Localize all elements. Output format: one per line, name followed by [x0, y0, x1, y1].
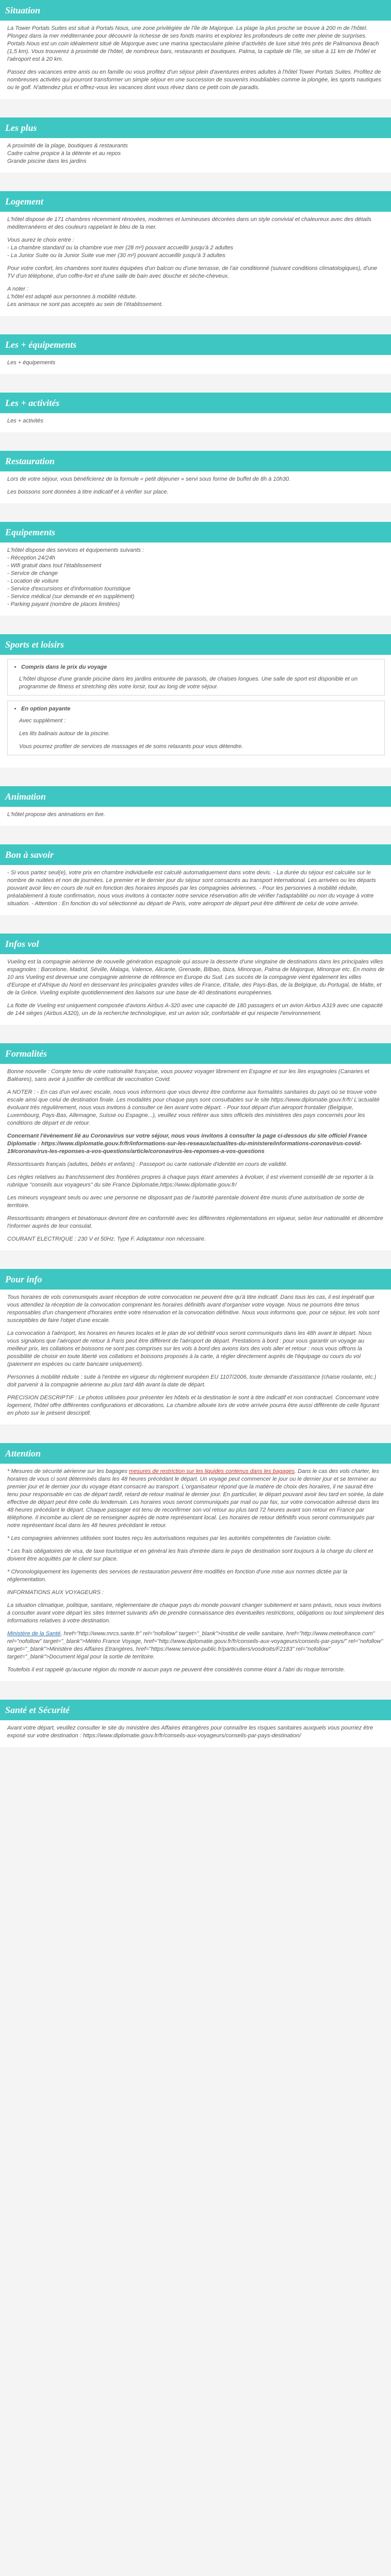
text-line: - Wifi gratuit dans tout l'établissement — [7, 563, 102, 569]
section-title-bon-savoir: Bon à savoir — [0, 844, 391, 865]
section-title-pour-info: Pour info — [0, 1269, 391, 1290]
text-line: - Réception 24/24h — [7, 555, 55, 561]
section-title-formalites: Formalités — [0, 1043, 391, 1064]
text-line: - Parking payant (nombre de places limitées) — [7, 601, 120, 607]
paragraph: Ressortissants français (adultes, bébés et enfants) : Passeport ou carte nationale d'identité en cours de validité. — [7, 1161, 288, 1167]
paragraph: * Les frais obligatoires de visa, de taxe touristique et en général les frais d'entrée dans le pays de destination sont toujours à la charge du client et doivent être acquittés par le client sur place. — [7, 1548, 373, 1562]
section-title-restauration: Restauration — [0, 451, 391, 471]
paragraph: Tous horaires de vols communiqués avant réception de votre convocation ne peuvent être qu'à titre indicatif. Dans tous les cas, il est impératif que vous attendiez la réception de la convocation comprenant les horaires définitifs avant d'organiser votre voyage. Nous ne pourrons être tenus responsables d'un changement d'horaires entre votre réservation et la convocation définitive. Nous vous informons que, pour ce séjour, les vols sont susceptibles de faire l'objet d'une escale. — [7, 1294, 380, 1324]
section-title-sante: Santé et Sécurité — [0, 1700, 391, 1720]
paragraph: Avant votre départ, veuillez consulter le site du ministère des Affaires étrangères pour connaître les risques sanitaires auxquels vous pourriez être exposé sur votre destination : https://www.diplomatie.gouv.fr/fr/conseils-aux-voyageurs/conseils-par-pays-destination/ — [7, 1725, 373, 1739]
section-title-activ-plus: Les + activités — [0, 393, 391, 413]
section-title-equip-plus: Les + équipements — [0, 334, 391, 355]
section-spacer — [0, 1250, 391, 1269]
paragraph: La situation climatique, politique, sanitaire, réglementaire de chaque pays du monde pouvant changer subitement et sans préavis, nous vous invitons à consulter avant votre départ les sites Internet suivants afin de prendre connaissance des éventuelles restrictions, obligations ou tout simplement des informations relatives à votre destination. — [7, 1602, 384, 1624]
section-body-formalites — [0, 1064, 391, 1250]
section-title-situation: Situation — [0, 0, 391, 21]
paragraph — [7, 1630, 385, 1661]
section-body-sante — [0, 1720, 391, 1747]
section-title-vol: Infos vol — [0, 934, 391, 954]
section-spacer — [0, 616, 391, 634]
section-title-sports: Sports et loisirs — [0, 634, 391, 655]
paragraph: Pour votre confort, les chambres sont toutes équipées d'un balcon ou d'une terrasse, de l'air conditionné (suivant conditions climatologiques), d'une TV d'un téléphone, d'un coffre-fort et d'une salle de bain avec douche et sèche-cheveux. — [7, 265, 378, 279]
text-line: - Service de change — [7, 570, 58, 577]
included-label: • Compris dans le prix du voyage — [21, 664, 379, 671]
text-span: . Dans le cas des vols charter, les horaires de vous ci sont déterminés dans les 48 heures précédant le départ. Un voyage peut commencer le jour ou le dernier jour et se terminer au premier jour et le dernier jour du voyage étant consacré au transport. L'organisateur répond que la matière de choix des horaires, il ne saurait être tenu pour responsable en cas de départ tardif, retard de retour matinal le dernier jour. En particulier, le départ pouvant avoir lieu tard en soirée, la date effective de départ peut être celle du lendemain. Les horaires vous seront communiqués par mail ou par fax, sur votre convocation adressé dans les 48 heures précédant le départ. Chaque passager est tenu de reconfirmer son vol retour au plus tard 72 heures avant son retour en France par téléphone. Il incombe au client de se renseigner auprès de notre représentant local. Les horaires de retour définitifs vous seront communiqués par notre représentant local dans les 48 heures précédant le retour. — [7, 1468, 384, 1529]
text-line: - Service médical (sur demande et en supplément) — [7, 594, 135, 600]
text-line: A proximité de la plage, boutiques & restaurants — [7, 143, 128, 149]
section-spacer — [0, 768, 391, 786]
paragraph: Bonne nouvelle : Compte tenu de votre nationalité française, vous pouvez voyager librement en Espagne et sur les îles espagnoles (Canaries et Baléares), sans avoir à justifier de certificat de vaccination Covid. — [7, 1069, 369, 1082]
section-title-attention: Attention — [0, 1443, 391, 1464]
section-body-pour-info — [0, 1290, 391, 1425]
section-spacer — [0, 915, 391, 934]
text-line: L'hôtel est adapté aux personnes à mobilité réduite. — [7, 294, 137, 300]
text-line: - Location de voiture — [7, 578, 59, 584]
section-spacer — [0, 503, 391, 522]
liquids-restriction-link[interactable]: mesures de restriction sur les liquides contenus dans les bagages — [129, 1468, 295, 1475]
section-title-plus: Les plus — [0, 117, 391, 138]
section-body-activ-plus — [0, 413, 391, 432]
option-label: • En option payante — [21, 705, 379, 713]
section-body-situation — [0, 21, 391, 99]
paragraph: A NOTER : - En cas d'un vol avec escale, nous vous informons que vous devrez être conforme aux formalités sanitaires du pays où se trouve votre escale ainsi que celui de destination finale. Les modalités pour chaque pays sont consultables sur le site https://www.diplomatie.gouv.fr/fr/ L'actualité évoluant très régulièrement, nous vous invitons à consulter ce lien avant votre départ. - Pour tout départ d'un aéroport frontalier (Belgique, Luxembourg, Pays-Bas, Allemagne, Suisse ou Espagne...), veuillez vous référer aux sites officiels des ministères des pays concernés pour les conditions de départ et de retour. — [7, 1089, 380, 1126]
included-text: L'hôtel dispose d'une grande piscine dans les jardins entourée de parasols, de chaises longues. Une salle de sport est disponible et un programme de fitness et stretching dès votre lorsir, tout au long de votre séjour. — [19, 676, 358, 690]
text-span: * Mesures de sécurité aérienne sur les bagages — [7, 1468, 129, 1475]
paragraph-group — [7, 236, 385, 260]
paragraph: INFORMATIONS AUX VOYAGEURS : — [7, 1589, 104, 1596]
section-spacer — [0, 826, 391, 844]
paragraph: Concernant l'évènement lié au Coronavirus sur votre séjour, nous vous invitons à consulter la page ci-dessous du site officiel France Diplomatie : https://www.diplomatie.gouv.fr/fr/informations-sur-les-reseaux/actualites-du-ministere/informations-coronavirus-covid-19/coronavirus-les-reponses-a-vos-questions/article/coronavirus-les-reponses-a-vos-questions — [7, 1133, 367, 1155]
section-spacer — [0, 316, 391, 334]
paragraph: Les boissons sont données à titre indicatif et à vérifier sur place. — [7, 489, 169, 495]
paragraph: Personnes à mobilité réduite : suite à l'entrée en vigueur du règlement européen EU 1107/2006, toute demande d'assistance (chaise roulante, etc.) doit parvenir à la compagnie aérienne au plus tard 48h avant la date de départ. — [7, 1374, 377, 1388]
text-line: A noter : — [7, 286, 29, 292]
section-body-equip-plus — [0, 355, 391, 374]
paragraph: L'hôtel propose des animations en live. — [7, 811, 105, 818]
paragraph: Passez des vacances entre amis ou en famille ou vous profitez d'un séjour plein d'aventures entres adultes à l'hôtel Tower Portals Suites. Profitez de nombreuses activités qui pourront transformer un simple séjour en une succession de souvenirs inoubliables comme la plongée, les sports nautiques ou le golf. N'attendez plus et offrez-vous les vacances dont vous rêvez dans ce petit coin de paradis. — [7, 69, 382, 91]
included-box — [7, 659, 385, 696]
section-title-equipements: Equipements — [0, 522, 391, 543]
section-spacer — [0, 173, 391, 191]
section-body-bon-savoir — [0, 865, 391, 915]
section-spacer — [0, 432, 391, 451]
section-title-logement: Logement — [0, 191, 391, 212]
text-line: Grande piscine dans les jardins — [7, 158, 87, 164]
paragraph: * Les compagnies aériennes utilisées sont toutes reçu les autorisations requises par les autorités compétentes de l'aviation civile. — [7, 1535, 332, 1541]
paragraph: PRECISION DESCRIPTIF : Le photos utilisées pour présenter les hôtels et la destination le sont à titre indicatif et non contractuel. Concernant votre logement, l'hôtel offre différentes configurations et décorations. La chambre allouée lors de votre arrivée pourra être aussi différente de celle figurant en photo sur le présent descriptif. — [7, 1395, 380, 1416]
text-line: - Service d'excursions et d'information touristique — [7, 586, 131, 592]
paragraph: Lors de votre séjour, vous bénéficierez de la formule « petit déjeuner » servi sous forme de buffet de 8h à 10h30. — [7, 476, 291, 482]
text-line: Cadre calme propice à la détente et au repos — [7, 150, 121, 157]
paragraph: Ressortissants étrangers et binationaux devront être en conformité avec les différentes réglementations en vigueur, selon leur nationalité et décembre l'informer auprès de leur consulat. — [7, 1215, 383, 1229]
paragraph: Les mineurs voyageant seuls ou avec une personne ne disposant pas de l'autorité parentale doivent être munis d'une autorisation de sortie de territoire. — [7, 1195, 365, 1209]
paragraph: La convocation à l'aéroport, les horaires en heures locales et le plan de vol définitif vous seront communiqués dans les 48h avant le départ. Nous vous signalons que l'aéroport de retour à Paris peut être différent de l'aéroport de départ. Prestations à bord : pour vous garantir un voyage au meilleur prix, les collations et boissons ne sont pas comprises sur les vols à bord des avions lors des vols aller et retour : nous vous offrons la possibilité de choisir en toute liberté vos collations et boissons proposés à la carte, à régler directement auprès de l'équipage ou cours du vol (paiement en espèces ou carte bancaire uniquement). — [7, 1330, 372, 1367]
paragraph: Les règles relatives au franchissement des frontières propres à chaque pays étant amenées à évoluer, il est vivement conseillé de se reporter à la rubrique "conseils aux voyageurs" du site France Diplomatie,https://www.diplomatie.gouv.fr/ — [7, 1174, 373, 1188]
section-body-animation — [0, 807, 391, 826]
section-spacer — [0, 374, 391, 393]
text-line: - La chambre standard ou la chambre vue mer (28 m²) pouvant accueillir jusqu'à 2 adultes — [7, 245, 234, 251]
section-title-animation: Animation — [0, 786, 391, 807]
text-span: , href="http://www.mrcs.sante.fr" rel="nofollow" target="_blank">Institut de veille sanitaire, href="http://www.meteofrance.com" rel="nofollow" target="_blank">Météo France Voyage, href="http://www.diplomatie.gouv.fr/fr/conseils-aux-voyageurs/conseils-par-pays/" rel="nofollow" target="_blank">Ministère des Affaires Etrangères, href="https://www.service-public.fr/particuliers/vosdroits/F2183" rel="nofollow" target="_blank">Document légal pour la sortie de territoire. — [7, 1631, 383, 1660]
section-body-logement — [0, 212, 391, 316]
paragraph — [7, 1468, 385, 1530]
paragraph: Toutefois il est rappelé qu'aucune région du monde ni aucun pays ne peuvent être considérés comme étant à l'abri du risque terroriste. — [7, 1667, 346, 1673]
section-spacer — [0, 1025, 391, 1043]
paragraph-group — [7, 285, 385, 309]
option-list — [13, 705, 379, 713]
paragraph: COURANT ELECTRIQUE : 230 V et 50Hz. Type F. Adaptateur non nécessaire. — [7, 1236, 206, 1242]
section-spacer — [0, 99, 391, 117]
ministere-sante-link[interactable]: Ministère de la Santé — [7, 1631, 61, 1637]
paragraph: La Tower Portals Suites est situé à Portals Nous, une zone privilégiée de l'île de Majorque. La plage la plus proche se trouve à 200 m de l'hôtel. Plongez dans la mer méditerranée pour découvrir la richesse de ses fonds marins et explorez les profondeurs de cette mer pleine de surprises. Portals Nous est un coin idéalement situé de Majorque avec une marina spectaculaire pleine d'activités de luxe situé très près de Palmanova Beach (1,5 km). Vous trouverez à proximité de l'hôtel, de nombreux bars, restaurants et boutiques. Palma, la capitale de l'île, se situe à 11 km de l'hôtel et l'aéroport est à 20 km. — [7, 25, 379, 62]
paragraph: * Chronologiquement les logements des services de restauration peuvent être modifiés en fonction d'une mise aux normes dictée par la réglementation. — [7, 1569, 348, 1583]
section-body-sports — [0, 655, 391, 768]
option-text: Les lits balinais autour de la piscine. — [19, 731, 110, 737]
included-list — [13, 664, 379, 671]
section-spacer — [0, 1681, 391, 1700]
text-line: Les + activités — [7, 418, 44, 424]
paragraph: - Si vous partez seul(e), votre prix en chambre individuelle est calculé automatiquement dans votre devis. - La durée du séjour est calculée sur le nombre de nuitées et non de journées. Le premier et le dernier jour du séjour sont consacrés au transport international. Les arrivées ou les départs pouvant avoir lieu en cours de nuit en fonction des horaires imposés par les compagnies aériennes. - Pour les personnes à mobilité réduite, préalablement à toute confirmation, nous vous invitons à contacter notre service réservation afin de vérifier l'adaptabilité ou non du voyage à votre situation. - Attention : En fonction du vol sélectionné au départ de Paris, votre aéroport de départ peut être différent de celui de votre arrivée. — [7, 870, 376, 907]
text-line: L'hôtel dispose des services et équipements suivants : — [7, 547, 144, 553]
text-line: Vous aurez le choix entre : — [7, 237, 74, 243]
section-body-equipements — [0, 543, 391, 616]
text-line: - La Junior Suite ou la Junior Suite vue mer (30 m²) pouvant accueillir jusqu'à 3 adultes — [7, 252, 225, 259]
paragraph: L'hôtel dispose de 171 chambres récemment rénovées, modernes et lumineuses décorées dans un style convivial et chaleureux avec des détails méditerranéens et des couleurs rappelant le bleu de la mer. — [7, 216, 371, 230]
option-text: Avec supplément : — [19, 718, 66, 724]
section-body-vol — [0, 954, 391, 1025]
section-spacer — [0, 1425, 391, 1443]
option-box — [7, 701, 385, 755]
paragraph: La flotte de Vueling est uniquement composée d'avions Airbus A-320 avec une capacité de 180 passagers et un avion Airbus A319 avec une capacité de 144 sièges (Airbus A320), un de la recherche technologique, est un avion sûr, confortable et qui respecte l'environnement. — [7, 1003, 383, 1016]
option-text: Vous pourrez profiter de services de massages et de soins relaxants pour vous détendre. — [19, 743, 243, 750]
section-body-attention — [0, 1464, 391, 1681]
text-line: Les animaux ne sont pas acceptés au sein de l'établissement. — [7, 301, 163, 308]
section-body-plus — [0, 138, 391, 173]
text-line: Les + équipements — [7, 360, 56, 366]
section-body-restauration — [0, 471, 391, 503]
paragraph: Vueling est la compagnie aérienne de nouvelle génération espagnole qui assure la desserte d'une vingtaine de destinations dans les principales villes espagnoles : Barcelone, Madrid, Séville, Malaga, Valence, Alicante, Grenade, Bilbao, Ibiza, Minorque, Palma de Majorque, Minorque etc. En moins de 10 ans Vueling est devenue une compagnie aérienne de référence en Europe du Sud. Les succès de la compagnie vient également les villes d'Europe et d'Afrique du Nord en desservant les principales grandes villes de France, d'Italie, des Pays-Bas, de la Belgique, du Portugal, de Malte, et de la Grèce. Vueling exploite quotidiennement des liaisons sur une base de 40 destinations européennes. — [7, 959, 385, 996]
